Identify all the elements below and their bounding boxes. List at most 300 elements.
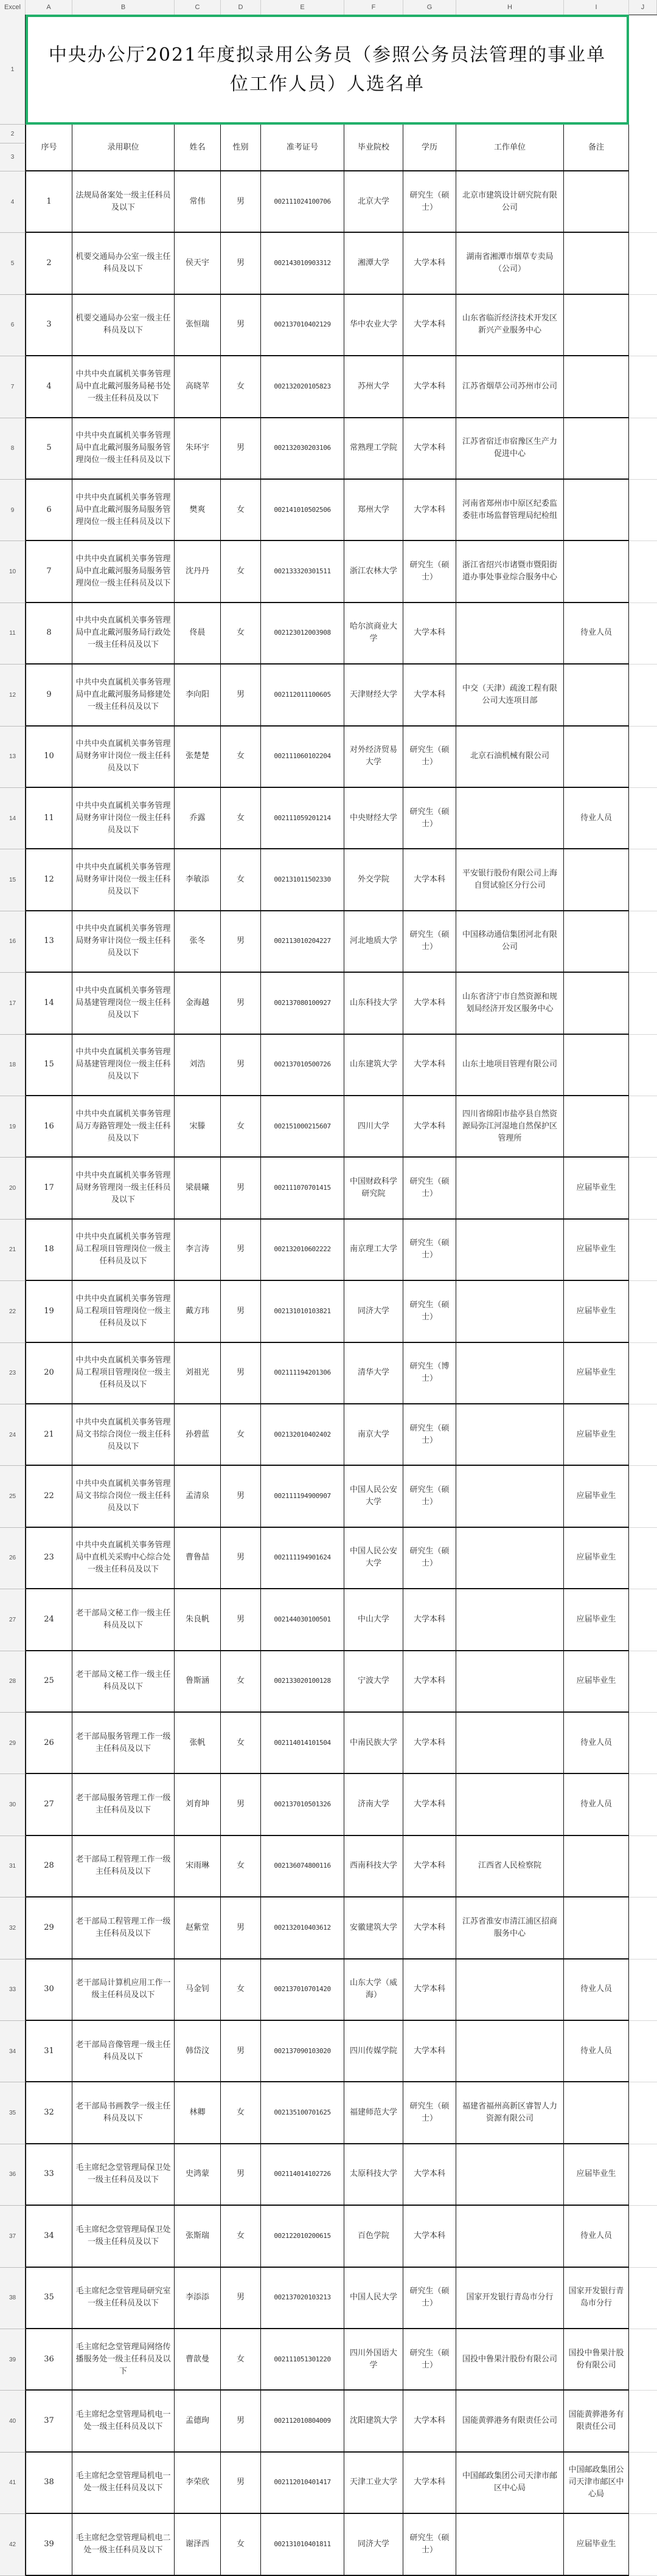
cell-employer[interactable] — [456, 2453, 564, 2513]
cell-remarks[interactable] — [564, 1220, 629, 1280]
row-header-21[interactable]: 21 — [0, 1220, 26, 1281]
cell-school[interactable] — [344, 1220, 403, 1280]
row-header-37[interactable]: 37 — [0, 2206, 26, 2267]
cell-exam-id[interactable] — [261, 1281, 344, 1341]
cell-employer[interactable] — [456, 171, 564, 232]
cell-gender[interactable] — [221, 1713, 261, 1773]
cell-seq[interactable] — [26, 233, 72, 293]
cell-position[interactable] — [72, 2021, 175, 2081]
cell-name[interactable] — [175, 295, 221, 355]
cell-seq[interactable] — [26, 1836, 72, 1896]
cell-name[interactable] — [175, 1528, 221, 1588]
cell-position[interactable] — [72, 295, 175, 355]
cell-gender[interactable] — [221, 1466, 261, 1526]
cell-gender[interactable] — [221, 2082, 261, 2143]
cell-gender[interactable] — [221, 356, 261, 416]
cell-remarks[interactable] — [564, 356, 629, 416]
cell-education[interactable] — [403, 1651, 456, 1711]
cell-gender[interactable] — [221, 1096, 261, 1156]
cell-position[interactable] — [72, 2206, 175, 2266]
column-header-j[interactable]: J — [629, 0, 657, 15]
cell-exam-id[interactable] — [261, 1220, 344, 1280]
cell-education[interactable] — [403, 2391, 456, 2451]
cell-position[interactable] — [72, 2082, 175, 2143]
cell-education[interactable] — [403, 2453, 456, 2513]
row-header-35[interactable]: 35 — [0, 2082, 26, 2144]
cell-seq[interactable] — [26, 2391, 72, 2451]
cell-name[interactable] — [175, 2144, 221, 2205]
cell-name[interactable] — [175, 1897, 221, 1958]
cell-name[interactable] — [175, 1158, 221, 1218]
cell-education[interactable] — [403, 911, 456, 972]
column-header-i[interactable]: I — [564, 0, 629, 15]
cell-exam-id[interactable] — [261, 2453, 344, 2513]
row-header-42[interactable]: 42 — [0, 2514, 26, 2575]
cell-education[interactable] — [403, 356, 456, 416]
cell-gender[interactable] — [221, 1158, 261, 1218]
cell-gender[interactable] — [221, 233, 261, 293]
cell-seq[interactable] — [26, 2144, 72, 2205]
cell-education[interactable] — [403, 849, 456, 910]
cell-gender[interactable] — [221, 849, 261, 910]
cell-name[interactable] — [175, 1713, 221, 1773]
cell-position[interactable] — [72, 603, 175, 663]
cell-education[interactable] — [403, 788, 456, 848]
cell-school[interactable] — [344, 2514, 403, 2574]
cell-remarks[interactable] — [564, 2144, 629, 2205]
row-header-22[interactable]: 22 — [0, 1281, 26, 1342]
cell-school[interactable] — [344, 603, 403, 663]
cell-name[interactable] — [175, 2206, 221, 2266]
cell-position[interactable] — [72, 1528, 175, 1588]
cell-remarks[interactable] — [564, 1158, 629, 1218]
cell-seq[interactable] — [26, 1774, 72, 1834]
cell-remarks[interactable] — [564, 2021, 629, 2081]
cell-remarks[interactable] — [564, 973, 629, 1033]
cell-remarks[interactable] — [564, 1343, 629, 1403]
cell-gender[interactable] — [221, 418, 261, 478]
cell-exam-id[interactable] — [261, 1651, 344, 1711]
cell-school[interactable] — [344, 1158, 403, 1218]
cell-education[interactable] — [403, 1528, 456, 1588]
cell-education[interactable] — [403, 665, 456, 725]
cell-gender[interactable] — [221, 665, 261, 725]
cell-name[interactable] — [175, 418, 221, 478]
row-header-38[interactable]: 38 — [0, 2268, 26, 2329]
cell-position[interactable] — [72, 1035, 175, 1095]
cell-name[interactable] — [175, 2268, 221, 2328]
cell-name[interactable] — [175, 2021, 221, 2081]
cell-position[interactable] — [72, 973, 175, 1033]
cell-seq[interactable] — [26, 1220, 72, 1280]
cell-education[interactable] — [403, 1713, 456, 1773]
cell-remarks[interactable] — [564, 1897, 629, 1958]
cell-employer[interactable] — [456, 1651, 564, 1711]
cell-employer[interactable] — [456, 1404, 564, 1465]
cell-education[interactable] — [403, 2021, 456, 2081]
cell-position[interactable] — [72, 1897, 175, 1958]
cell-employer[interactable] — [456, 233, 564, 293]
cell-seq[interactable] — [26, 603, 72, 663]
cell-name[interactable] — [175, 2082, 221, 2143]
cell-seq[interactable] — [26, 2206, 72, 2266]
cell-exam-id[interactable] — [261, 1836, 344, 1896]
cell-remarks[interactable] — [564, 1774, 629, 1834]
cell-exam-id[interactable] — [261, 480, 344, 540]
row-header-28[interactable]: 28 — [0, 1651, 26, 1713]
cell-exam-id[interactable] — [261, 849, 344, 910]
cell-remarks[interactable] — [564, 1960, 629, 2020]
cell-exam-id[interactable] — [261, 1897, 344, 1958]
cell-education[interactable] — [403, 541, 456, 601]
cell-name[interactable] — [175, 171, 221, 232]
cell-school[interactable] — [344, 541, 403, 601]
row-header-13[interactable]: 13 — [0, 727, 26, 788]
cell-remarks[interactable] — [564, 2082, 629, 2143]
cell-school[interactable] — [344, 1404, 403, 1465]
row-header-29[interactable]: 29 — [0, 1713, 26, 1774]
cell-name[interactable] — [175, 480, 221, 540]
cell-seq[interactable] — [26, 788, 72, 848]
cell-education[interactable] — [403, 1960, 456, 2020]
cell-exam-id[interactable] — [261, 2514, 344, 2574]
cell-exam-id[interactable] — [261, 1589, 344, 1649]
cell-school[interactable] — [344, 2082, 403, 2143]
cell-position[interactable] — [72, 1096, 175, 1156]
cell-employer[interactable] — [456, 973, 564, 1033]
cell-school[interactable] — [344, 171, 403, 232]
cell-school[interactable] — [344, 1774, 403, 1834]
cell-seq[interactable] — [26, 1466, 72, 1526]
row-header-19[interactable]: 19 — [0, 1096, 26, 1158]
cell-education[interactable] — [403, 1774, 456, 1834]
cell-school[interactable] — [344, 1713, 403, 1773]
title-cell-selected[interactable] — [26, 15, 629, 125]
cell-school[interactable] — [344, 727, 403, 787]
cell-position[interactable] — [72, 1960, 175, 2020]
cell-name[interactable] — [175, 1404, 221, 1465]
cell-gender[interactable] — [221, 1960, 261, 2020]
cell-name[interactable] — [175, 2514, 221, 2574]
cell-name[interactable] — [175, 973, 221, 1033]
cell-school[interactable] — [344, 973, 403, 1033]
row-header-36[interactable]: 36 — [0, 2144, 26, 2206]
cell-position[interactable] — [72, 1343, 175, 1403]
cell-remarks[interactable] — [564, 788, 629, 848]
row-header-24[interactable]: 24 — [0, 1404, 26, 1466]
cell-remarks[interactable] — [564, 1096, 629, 1156]
cell-remarks[interactable] — [564, 1651, 629, 1711]
row-header-23[interactable]: 23 — [0, 1343, 26, 1404]
cell-gender[interactable] — [221, 1528, 261, 1588]
cell-employer[interactable] — [456, 1836, 564, 1896]
cell-school[interactable] — [344, 849, 403, 910]
cell-school[interactable] — [344, 1651, 403, 1711]
cell-position[interactable] — [72, 356, 175, 416]
cell-exam-id[interactable] — [261, 603, 344, 663]
row-header-34[interactable]: 34 — [0, 2021, 26, 2082]
cell-name[interactable] — [175, 1466, 221, 1526]
row-header-27[interactable]: 27 — [0, 1589, 26, 1651]
cell-employer[interactable] — [456, 603, 564, 663]
row-header-39[interactable]: 39 — [0, 2329, 26, 2391]
cell-exam-id[interactable] — [261, 2082, 344, 2143]
cell-employer[interactable] — [456, 1035, 564, 1095]
cell-education[interactable] — [403, 1158, 456, 1218]
cell-employer[interactable] — [456, 541, 564, 601]
cell-position[interactable] — [72, 1404, 175, 1465]
cell-remarks[interactable] — [564, 1466, 629, 1526]
cell-exam-id[interactable] — [261, 911, 344, 972]
cell-exam-id[interactable] — [261, 1528, 344, 1588]
row-header-12[interactable]: 12 — [0, 665, 26, 726]
cell-exam-id[interactable] — [261, 1774, 344, 1834]
cell-employer[interactable] — [456, 2329, 564, 2389]
cell-school[interactable] — [344, 1528, 403, 1588]
cell-education[interactable] — [403, 973, 456, 1033]
column-header-f[interactable]: F — [344, 0, 403, 15]
cell-school[interactable] — [344, 1960, 403, 2020]
cell-remarks[interactable] — [564, 727, 629, 787]
cell-exam-id[interactable] — [261, 418, 344, 478]
cell-position[interactable] — [72, 1281, 175, 1341]
cell-name[interactable] — [175, 911, 221, 972]
cell-seq[interactable] — [26, 849, 72, 910]
cell-remarks[interactable] — [564, 1528, 629, 1588]
cell-seq[interactable] — [26, 911, 72, 972]
cell-seq[interactable] — [26, 1651, 72, 1711]
cell-position[interactable] — [72, 2453, 175, 2513]
cell-school[interactable] — [344, 1466, 403, 1526]
cell-name[interactable] — [175, 727, 221, 787]
cell-seq[interactable] — [26, 1528, 72, 1588]
cell-employer[interactable] — [456, 2082, 564, 2143]
cell-name[interactable] — [175, 1035, 221, 1095]
cell-remarks[interactable] — [564, 2453, 629, 2513]
cell-employer[interactable] — [456, 1774, 564, 1834]
row-header-41[interactable]: 41 — [0, 2453, 26, 2514]
cell-seq[interactable] — [26, 1281, 72, 1341]
cell-employer[interactable] — [456, 2514, 564, 2574]
cell-employer[interactable] — [456, 1897, 564, 1958]
cell-school[interactable] — [344, 2268, 403, 2328]
cell-remarks[interactable] — [564, 2329, 629, 2389]
cell-name[interactable] — [175, 2329, 221, 2389]
cell-gender[interactable] — [221, 1589, 261, 1649]
cell-gender[interactable] — [221, 603, 261, 663]
cell-name[interactable] — [175, 1343, 221, 1403]
row-header-8[interactable]: 8 — [0, 418, 26, 480]
cell-gender[interactable] — [221, 2453, 261, 2513]
row-header-1[interactable]: 1 — [0, 15, 26, 125]
cell-school[interactable] — [344, 1897, 403, 1958]
cell-school[interactable] — [344, 911, 403, 972]
cell-remarks[interactable] — [564, 1035, 629, 1095]
cell-gender[interactable] — [221, 1774, 261, 1834]
cell-education[interactable] — [403, 2268, 456, 2328]
cell-education[interactable] — [403, 727, 456, 787]
cell-name[interactable] — [175, 233, 221, 293]
cell-employer[interactable] — [456, 665, 564, 725]
cell-name[interactable] — [175, 541, 221, 601]
cell-remarks[interactable] — [564, 1713, 629, 1773]
cell-gender[interactable] — [221, 2329, 261, 2389]
cell-seq[interactable] — [26, 1343, 72, 1403]
cell-exam-id[interactable] — [261, 2206, 344, 2266]
cell-remarks[interactable] — [564, 2206, 629, 2266]
cell-seq[interactable] — [26, 2268, 72, 2328]
cell-remarks[interactable] — [564, 1589, 629, 1649]
cell-employer[interactable] — [456, 1158, 564, 1218]
row-header-30[interactable]: 30 — [0, 1774, 26, 1835]
cell-education[interactable] — [403, 1466, 456, 1526]
row-header-11[interactable]: 11 — [0, 603, 26, 665]
cell-remarks[interactable] — [564, 2391, 629, 2451]
cell-employer[interactable] — [456, 2268, 564, 2328]
cell-exam-id[interactable] — [261, 727, 344, 787]
cell-remarks[interactable] — [564, 2268, 629, 2328]
cell-position[interactable] — [72, 1220, 175, 1280]
cell-gender[interactable] — [221, 727, 261, 787]
cell-seq[interactable] — [26, 665, 72, 725]
cell-exam-id[interactable] — [261, 2329, 344, 2389]
cell-employer[interactable] — [456, 295, 564, 355]
cell-education[interactable] — [403, 2514, 456, 2574]
cell-position[interactable] — [72, 1589, 175, 1649]
cell-remarks[interactable] — [564, 233, 629, 293]
cell-education[interactable] — [403, 2329, 456, 2389]
cell-seq[interactable] — [26, 418, 72, 478]
cell-position[interactable] — [72, 849, 175, 910]
cell-gender[interactable] — [221, 2391, 261, 2451]
cell-gender[interactable] — [221, 1343, 261, 1403]
cell-school[interactable] — [344, 233, 403, 293]
cell-exam-id[interactable] — [261, 2021, 344, 2081]
cell-position[interactable] — [72, 1158, 175, 1218]
cell-name[interactable] — [175, 1281, 221, 1341]
cell-remarks[interactable] — [564, 2514, 629, 2574]
cell-employer[interactable] — [456, 2144, 564, 2205]
cell-education[interactable] — [403, 233, 456, 293]
cell-gender[interactable] — [221, 171, 261, 232]
cell-employer[interactable] — [456, 1096, 564, 1156]
cell-position[interactable] — [72, 1836, 175, 1896]
cell-seq[interactable] — [26, 1897, 72, 1958]
cell-name[interactable] — [175, 788, 221, 848]
cell-exam-id[interactable] — [261, 2144, 344, 2205]
row-header-25[interactable]: 25 — [0, 1466, 26, 1527]
cell-seq[interactable] — [26, 1158, 72, 1218]
row-header-6[interactable]: 6 — [0, 295, 26, 356]
cell-gender[interactable] — [221, 1281, 261, 1341]
cell-seq[interactable] — [26, 1589, 72, 1649]
cell-name[interactable] — [175, 1096, 221, 1156]
cell-position[interactable] — [72, 1713, 175, 1773]
cell-exam-id[interactable] — [261, 2268, 344, 2328]
cell-education[interactable] — [403, 2082, 456, 2143]
cell-gender[interactable] — [221, 2514, 261, 2574]
cell-name[interactable] — [175, 1774, 221, 1834]
cell-exam-id[interactable] — [261, 665, 344, 725]
cell-exam-id[interactable] — [261, 1096, 344, 1156]
cell-employer[interactable] — [456, 1528, 564, 1588]
cell-gender[interactable] — [221, 2206, 261, 2266]
cell-gender[interactable] — [221, 295, 261, 355]
cell-name[interactable] — [175, 356, 221, 416]
cell-remarks[interactable] — [564, 171, 629, 232]
cell-seq[interactable] — [26, 1404, 72, 1465]
cell-employer[interactable] — [456, 418, 564, 478]
row-header-16[interactable]: 16 — [0, 911, 26, 973]
row-header-31[interactable]: 31 — [0, 1836, 26, 1897]
cell-remarks[interactable] — [564, 603, 629, 663]
row-header-32[interactable]: 32 — [0, 1897, 26, 1959]
cell-exam-id[interactable] — [261, 1466, 344, 1526]
column-header-a[interactable]: A — [26, 0, 72, 15]
column-header-e[interactable]: E — [261, 0, 344, 15]
cell-seq[interactable] — [26, 295, 72, 355]
cell-gender[interactable] — [221, 1404, 261, 1465]
cell-gender[interactable] — [221, 1897, 261, 1958]
cell-employer[interactable] — [456, 356, 564, 416]
row-header-3[interactable]: 3 — [0, 143, 26, 171]
cell-remarks[interactable] — [564, 541, 629, 601]
cell-seq[interactable] — [26, 727, 72, 787]
cell-position[interactable] — [72, 1466, 175, 1526]
cell-remarks[interactable] — [564, 911, 629, 972]
cell-position[interactable] — [72, 2144, 175, 2205]
cell-exam-id[interactable] — [261, 1158, 344, 1218]
cell-exam-id[interactable] — [261, 171, 344, 232]
cell-position[interactable] — [72, 788, 175, 848]
cell-name[interactable] — [175, 603, 221, 663]
cell-gender[interactable] — [221, 2144, 261, 2205]
cell-seq[interactable] — [26, 973, 72, 1033]
cell-seq[interactable] — [26, 1960, 72, 2020]
cell-exam-id[interactable] — [261, 1404, 344, 1465]
cell-employer[interactable] — [456, 1281, 564, 1341]
cell-gender[interactable] — [221, 1220, 261, 1280]
cell-seq[interactable] — [26, 1035, 72, 1095]
cell-education[interactable] — [403, 2206, 456, 2266]
cell-gender[interactable] — [221, 2021, 261, 2081]
cell-position[interactable] — [72, 727, 175, 787]
cell-school[interactable] — [344, 295, 403, 355]
cell-position[interactable] — [72, 911, 175, 972]
cell-employer[interactable] — [456, 727, 564, 787]
cell-exam-id[interactable] — [261, 973, 344, 1033]
cell-position[interactable] — [72, 1774, 175, 1834]
cell-seq[interactable] — [26, 2329, 72, 2389]
cell-gender[interactable] — [221, 480, 261, 540]
cell-name[interactable] — [175, 1589, 221, 1649]
cell-exam-id[interactable] — [261, 1035, 344, 1095]
cell-education[interactable] — [403, 603, 456, 663]
cell-seq[interactable] — [26, 1713, 72, 1773]
cell-employer[interactable] — [456, 480, 564, 540]
cell-education[interactable] — [403, 1220, 456, 1280]
cell-exam-id[interactable] — [261, 541, 344, 601]
cell-school[interactable] — [344, 2391, 403, 2451]
cell-remarks[interactable] — [564, 1836, 629, 1896]
cell-position[interactable] — [72, 541, 175, 601]
cell-school[interactable] — [344, 2329, 403, 2389]
cell-school[interactable] — [344, 1035, 403, 1095]
cell-remarks[interactable] — [564, 295, 629, 355]
cell-education[interactable] — [403, 1589, 456, 1649]
cell-name[interactable] — [175, 1836, 221, 1896]
cell-position[interactable] — [72, 2329, 175, 2389]
